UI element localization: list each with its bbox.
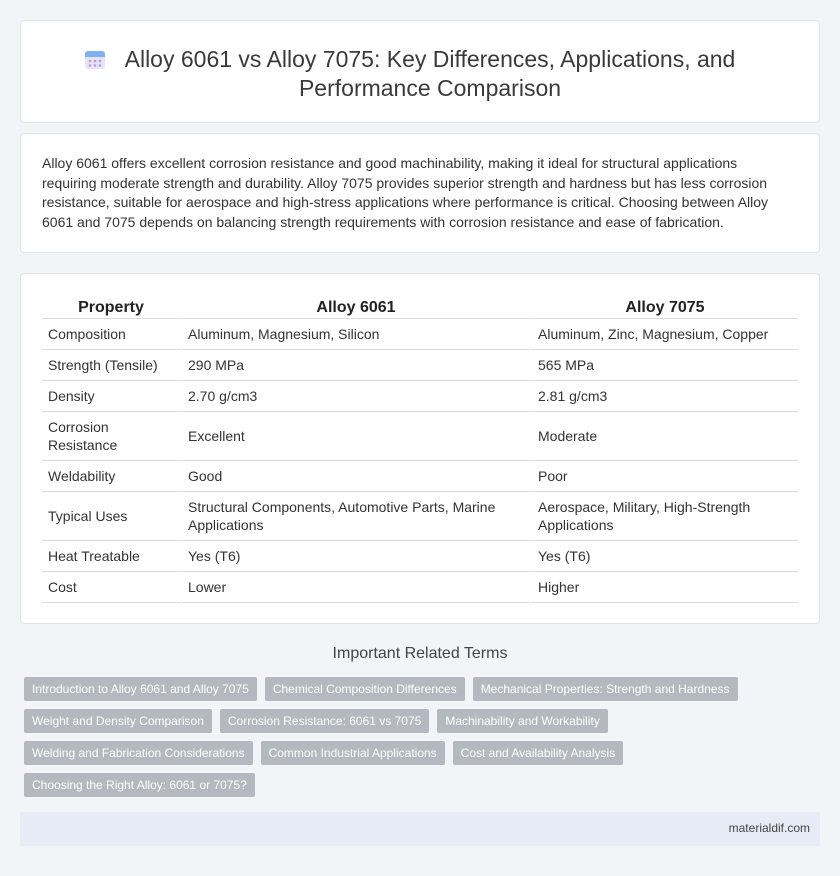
related-term-tag[interactable]: Chemical Composition Differences <box>265 677 465 701</box>
table-row <box>42 412 798 461</box>
related-terms-list <box>24 677 804 797</box>
footer <box>20 812 820 846</box>
comparison-card <box>20 273 820 624</box>
table-row <box>42 541 798 572</box>
row-property: Heat Treatable <box>42 541 180 572</box>
title-card <box>20 20 820 123</box>
row-7075-value: 565 MPa <box>530 350 798 381</box>
row-7075-value: Yes (T6) <box>530 541 798 572</box>
row-property: Density <box>42 381 180 412</box>
related-term-tag[interactable]: Cost and Availability Analysis <box>453 741 624 765</box>
row-property: Composition <box>42 319 180 350</box>
row-6061-value: Lower <box>180 572 530 603</box>
related-term-tag[interactable]: Choosing the Right Alloy: 6061 or 7075? <box>24 773 255 797</box>
table-row <box>42 492 798 541</box>
row-7075-value: 2.81 g/cm3 <box>530 381 798 412</box>
table-row <box>42 319 798 350</box>
row-property: Strength (Tensile) <box>42 350 180 381</box>
summary-card <box>20 133 820 253</box>
table-row <box>42 572 798 603</box>
row-6061-value: Yes (T6) <box>180 541 530 572</box>
row-7075-value: Aerospace, Military, High-Strength Applications <box>530 492 798 541</box>
row-property: Weldability <box>42 461 180 492</box>
row-6061-value: Excellent <box>180 412 530 461</box>
row-6061-value: 2.70 g/cm3 <box>180 381 530 412</box>
related-term-tag[interactable]: Common Industrial Applications <box>261 741 445 765</box>
footer-site-link[interactable]: materialdif.com <box>728 821 810 835</box>
row-property: Typical Uses <box>42 492 180 541</box>
related-term-tag[interactable]: Machinability and Workability <box>437 709 608 733</box>
related-term-tag[interactable]: Weight and Density Comparison <box>24 709 212 733</box>
header-alloy-7075: Alloy 7075 <box>530 294 798 319</box>
table-row <box>42 350 798 381</box>
related-term-tag[interactable]: Corrosion Resistance: 6061 vs 7075 <box>220 709 429 733</box>
row-6061-value: Good <box>180 461 530 492</box>
row-7075-value: Aluminum, Zinc, Magnesium, Copper <box>530 319 798 350</box>
header-alloy-6061: Alloy 6061 <box>180 294 530 319</box>
row-7075-value: Poor <box>530 461 798 492</box>
row-6061-value: 290 MPa <box>180 350 530 381</box>
related-term-tag[interactable]: Introduction to Alloy 6061 and Alloy 7075 <box>24 677 257 701</box>
header-property: Property <box>42 294 180 319</box>
row-7075-value: Higher <box>530 572 798 603</box>
related-term-tag[interactable]: Mechanical Properties: Strength and Hardness <box>473 677 738 701</box>
row-6061-value: Structural Components, Automotive Parts, Marine Applications <box>180 492 530 541</box>
page-title: Alloy 6061 vs Alloy 7075: Key Differences, Applications, and Performance Comparison <box>124 46 736 101</box>
row-6061-value: Aluminum, Magnesium, Silicon <box>180 319 530 350</box>
row-property: Corrosion Resistance <box>42 412 180 461</box>
summary-text: Alloy 6061 offers excellent corrosion resistance and good machinability, making it ideal for structural applications requiring moderate strength and durability. Alloy 7075 provides superior strength and hardness but has less corrosion resistance, suitable for aerospace and high-stress applications where performance is critical. Choosing between Alloy 6061 and 7075 depends on balancing strength requirements with corrosion resistance and ease of fabrication. <box>42 155 769 230</box>
related-term-tag[interactable]: Welding and Fabrication Considerations <box>24 741 253 765</box>
row-property: Cost <box>42 572 180 603</box>
table-row <box>42 381 798 412</box>
table-header-row <box>42 294 798 319</box>
related-terms-title: Important Related Terms <box>332 645 508 662</box>
row-7075-value: Moderate <box>530 412 798 461</box>
table-row <box>42 461 798 492</box>
comparison-table <box>42 294 798 603</box>
